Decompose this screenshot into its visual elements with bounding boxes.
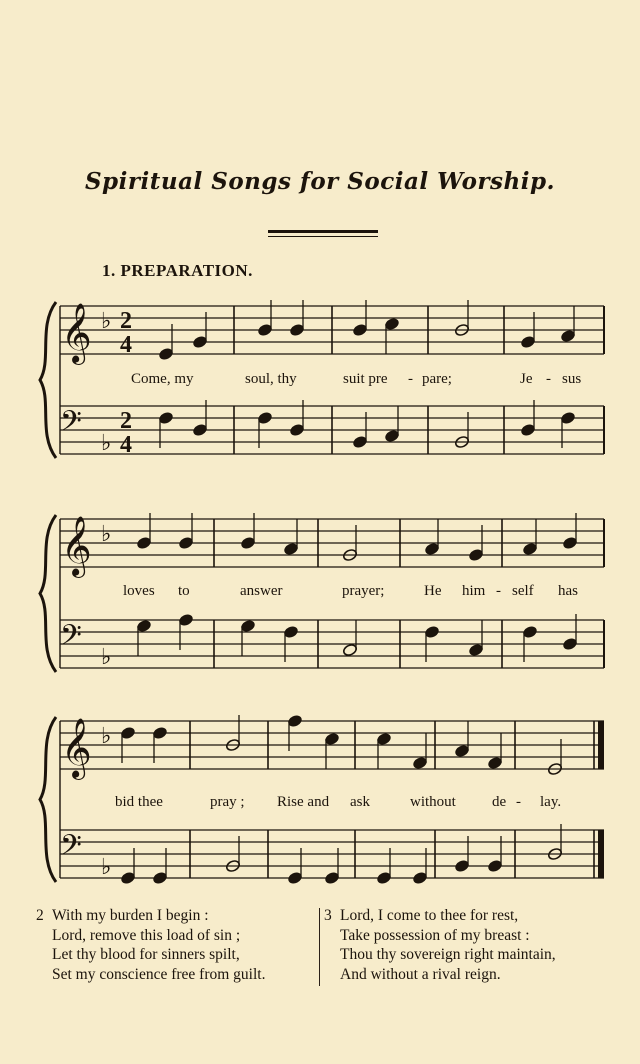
verse-line: With my burden I begin :	[52, 907, 209, 924]
flat-sign: ♭	[101, 309, 112, 334]
time-signature-bottom: 4	[120, 332, 132, 358]
lyric-syllable: -	[496, 583, 501, 599]
verse-2	[36, 906, 266, 984]
time-signature-bottom: 4	[120, 432, 132, 458]
lyric-syllable: self	[512, 583, 534, 599]
treble-clef: 𝄞	[61, 303, 92, 363]
flat-sign: ♭	[101, 431, 112, 456]
lyric-syllable: Come, my	[131, 371, 194, 387]
final-bar-thick	[598, 721, 604, 769]
lyric-syllable: prayer;	[342, 583, 385, 599]
verse-line: And without a rival reign.	[340, 965, 501, 983]
verse-line: Lord, I come to thee for rest,	[340, 907, 519, 924]
verse-3	[324, 906, 556, 984]
lyrics-line-3	[0, 794, 640, 814]
time-signature-top: 2	[120, 308, 132, 334]
lyric-syllable: to	[178, 583, 190, 599]
treble-clef: 𝄞	[61, 718, 92, 778]
lyric-syllable: -	[516, 794, 521, 810]
verse-divider	[319, 908, 320, 986]
lyric-syllable: de	[492, 794, 507, 810]
verse-number: 3	[324, 907, 332, 924]
lyric-syllable: He	[424, 583, 442, 599]
lyric-syllable: -	[408, 371, 413, 387]
lyric-syllable: -	[546, 371, 551, 387]
page-title: Spiritual Songs for Social Worship.	[84, 168, 556, 195]
hymn-title: 1. PREPARATION.	[102, 261, 253, 280]
verse-line: Let thy blood for sinners spilt,	[52, 946, 240, 963]
lyric-syllable: sus	[562, 371, 582, 387]
bass-clef: 𝄢	[60, 619, 82, 659]
lyric-syllable: loves	[123, 583, 155, 599]
verse-line: Thou thy sovereign right maintain,	[340, 946, 556, 963]
bass-clef: 𝄢	[60, 829, 82, 869]
lyric-syllable: without	[410, 794, 456, 810]
verse-line: Set my conscience free from guilt.	[52, 965, 266, 983]
lyric-syllable: soul, thy	[245, 371, 297, 387]
lyric-syllable: has	[558, 583, 578, 599]
time-signature-top: 2	[120, 408, 132, 434]
lyric-syllable: pare;	[422, 371, 452, 387]
treble-clef: 𝄞	[61, 516, 92, 576]
lyrics-line-1	[0, 371, 640, 391]
verse-number: 2	[36, 907, 44, 924]
verse-line: Take possession of my breast :	[340, 926, 530, 944]
lyric-syllable: pray ;	[210, 794, 245, 810]
lyric-syllable: ask	[350, 794, 370, 810]
final-bar-thick	[598, 830, 604, 878]
lyric-syllable: Je	[520, 371, 533, 387]
lyric-syllable: bid thee	[115, 794, 163, 810]
flat-sign: ♭	[101, 724, 112, 749]
flat-sign: ♭	[101, 855, 112, 880]
lyric-syllable: him	[462, 583, 486, 599]
flat-sign: ♭	[101, 522, 112, 547]
lyric-syllable: suit pre	[343, 371, 388, 387]
lyric-syllable: answer	[240, 583, 283, 599]
lyric-syllable: lay.	[540, 794, 562, 810]
lyric-syllable: Rise and	[277, 794, 330, 810]
flat-sign: ♭	[101, 645, 112, 670]
lyrics-line-2	[0, 583, 640, 603]
bass-clef: 𝄢	[60, 405, 82, 445]
verse-line: Lord, remove this load of sin ;	[52, 926, 241, 944]
